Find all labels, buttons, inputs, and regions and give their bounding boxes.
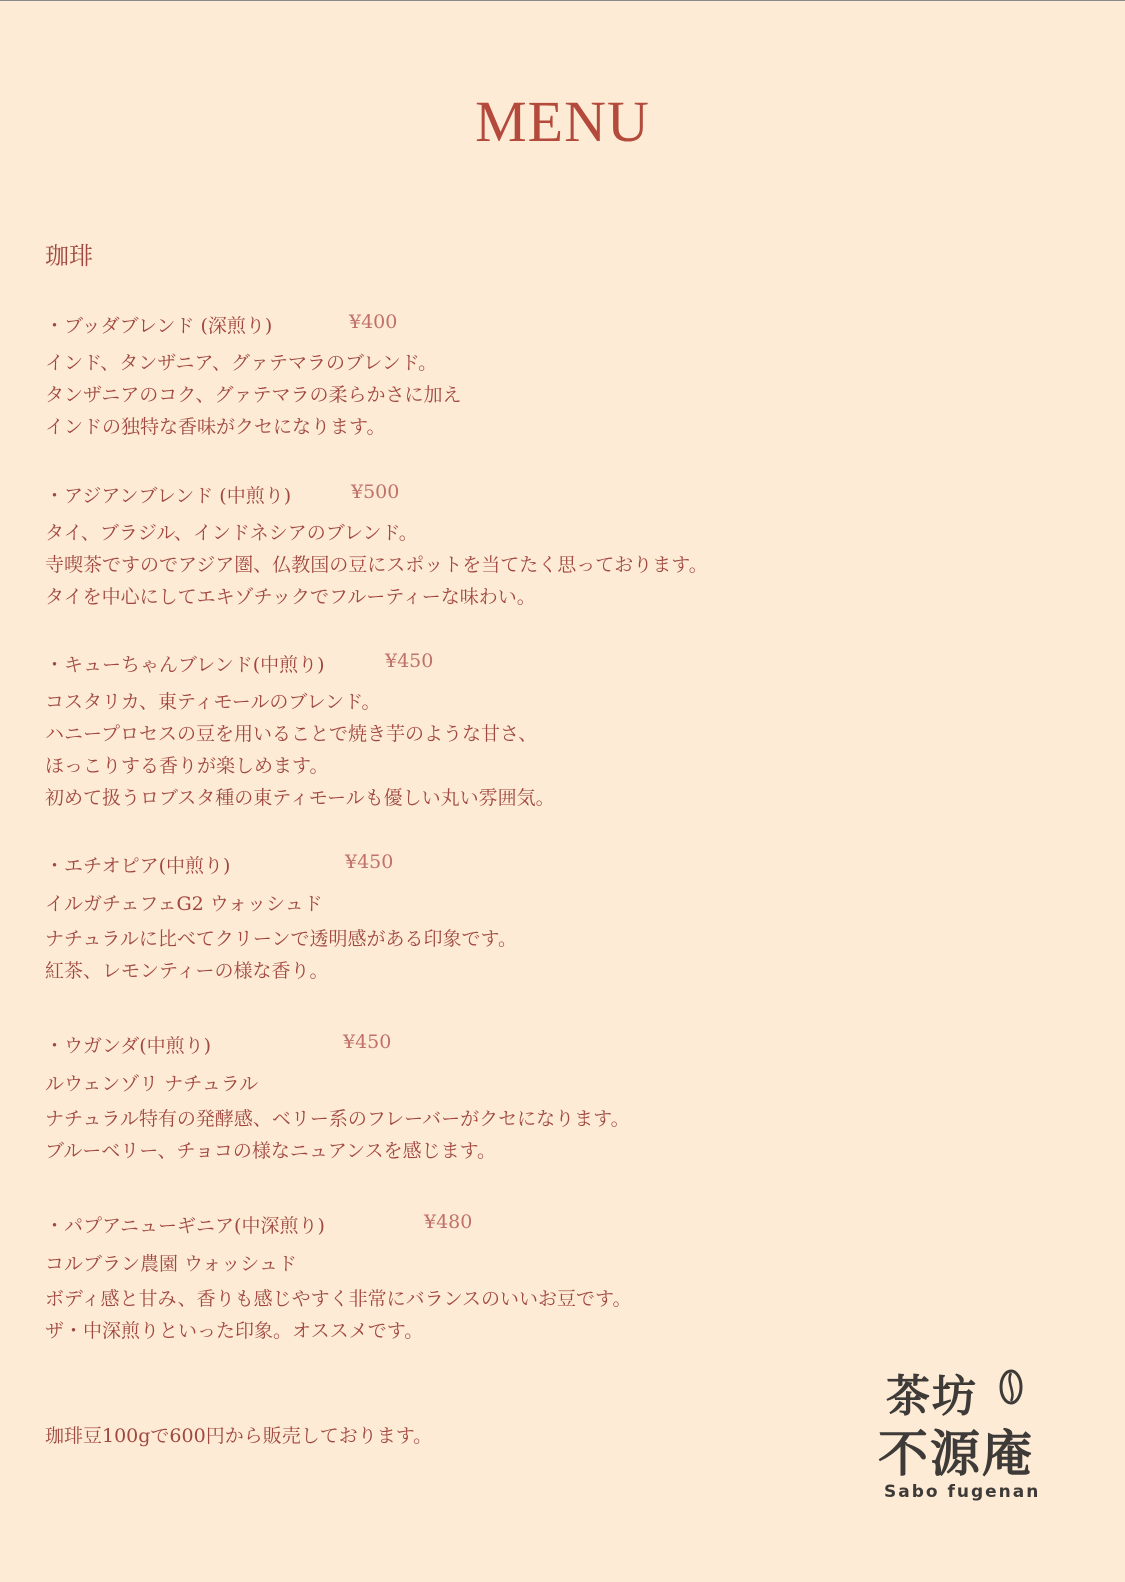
menu-item-name: ・アジアンブレンド (中煎り)	[45, 485, 292, 507]
menu-item-origin: コルブラン農園 ウォッシュド	[45, 1253, 297, 1275]
logo-text-line2: 不源庵	[878, 1425, 1034, 1483]
menu-item-price: ¥400	[349, 311, 398, 333]
menu-item-price: ¥450	[343, 1031, 392, 1053]
menu-item-description	[45, 517, 945, 613]
menu-item-description	[45, 347, 945, 443]
menu-item-header	[45, 851, 945, 883]
description-line: コスタリカ、東ティモールのブレンド。	[45, 691, 381, 713]
description-line: ハニープロセスの豆を用いることで焼き芋のような甘さ、	[45, 723, 538, 745]
menu-item	[45, 851, 945, 987]
menu-item-price: ¥480	[424, 1211, 473, 1233]
menu-item-header	[45, 481, 945, 513]
menu-item-name: ・パプアニューギニア(中深煎り)	[45, 1215, 325, 1237]
description-line: インド、タンザニア、グァテマラのブレンド。	[45, 352, 438, 374]
description-line: タンザニアのコク、グァテマラの柔らかさに加え	[45, 384, 462, 406]
menu-item	[45, 311, 945, 443]
description-line: ザ・中深煎りといった印象。オススメです。	[45, 1320, 424, 1342]
menu-item	[45, 1211, 945, 1347]
menu-item-name: ・ウガンダ(中煎り)	[45, 1035, 212, 1057]
menu-item-description	[45, 1283, 945, 1347]
logo-text-line1: 茶坊	[886, 1371, 978, 1422]
top-border	[0, 0, 1125, 1]
description-line: ナチュラル特有の発酵感、ベリー系のフレーバーがクセになります。	[45, 1108, 630, 1130]
menu-item	[45, 1031, 945, 1167]
menu-item-origin: イルガチェフェG2 ウォッシュド	[45, 893, 323, 915]
description-line: インドの独特な香味がクセになります。	[45, 416, 386, 438]
menu-item-header	[45, 1031, 945, 1063]
menu-item-price: ¥500	[351, 481, 400, 503]
menu-item	[45, 481, 945, 613]
menu-item-header	[45, 311, 945, 343]
menu-item	[45, 650, 945, 814]
menu-item-header	[45, 650, 945, 682]
menu-item-name: ・エチオピア(中煎り)	[45, 855, 231, 877]
logo-roman-text: Sabo fugenan	[884, 1482, 1041, 1502]
section-heading-coffee: 珈琲	[45, 242, 93, 270]
bean-sales-note: 珈琲豆100gで600円から販売しております。	[45, 1425, 433, 1447]
menu-item-name: ・ブッダブレンド (深煎り)	[45, 315, 273, 337]
menu-item-origin: ルウェンゾリ ナチュラル	[45, 1073, 259, 1095]
description-line: 初めて扱うロブスタ種の東ティモールも優しい丸い雰囲気。	[45, 787, 555, 809]
description-line: タイを中心にしてエキゾチックでフルーティーな味わい。	[45, 586, 536, 608]
menu-item-description	[45, 923, 945, 987]
menu-item-description	[45, 1103, 945, 1167]
description-line: ほっこりする香りが楽しめます。	[45, 755, 329, 777]
description-line: ナチュラルに比べてクリーンで透明感がある印象です。	[45, 928, 517, 950]
description-line: ボディ感と甘み、香りも感じやすく非常にバランスのいいお豆です。	[45, 1288, 632, 1310]
menu-title: MENU	[475, 89, 650, 154]
description-line: 紅茶、レモンティーの様な香り。	[45, 960, 329, 982]
menu-item-price: ¥450	[385, 650, 434, 672]
menu-item-name: ・キューちゃんブレンド(中煎り)	[45, 654, 325, 676]
menu-item-description	[45, 686, 945, 814]
description-line: ブルーベリー、チョコの様なニュアンスを感じます。	[45, 1140, 497, 1162]
description-line: 寺喫茶ですのでアジア圏、仏教国の豆にスポットを当てたく思っております。	[45, 554, 708, 576]
shop-logo	[876, 1360, 1046, 1510]
menu-item-header	[45, 1211, 945, 1243]
description-line: タイ、ブラジル、インドネシアのブレンド。	[45, 522, 418, 544]
coffee-bean-icon	[998, 1368, 1024, 1410]
menu-item-price: ¥450	[345, 851, 394, 873]
